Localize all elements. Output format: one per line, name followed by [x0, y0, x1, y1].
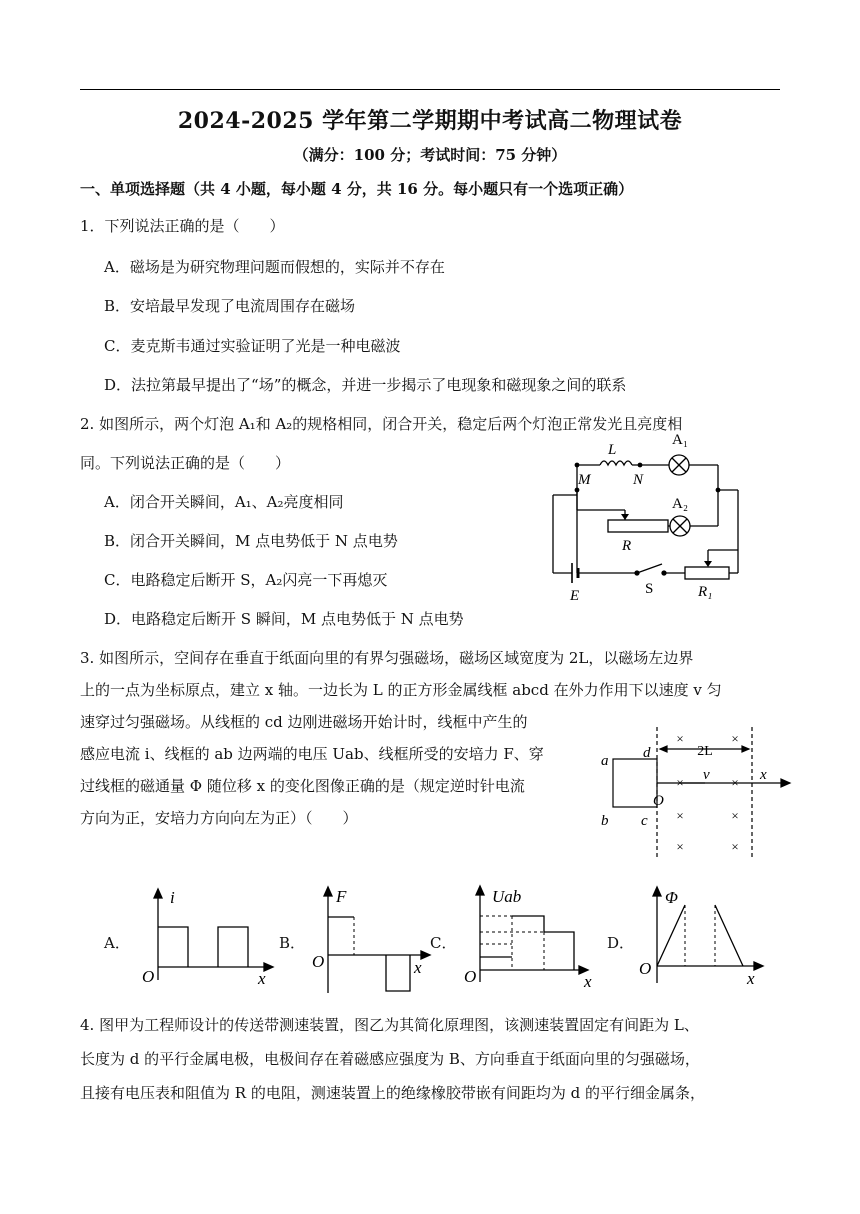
- label-rheostat-R1: R₁: [698, 584, 713, 600]
- field-cross: ×: [731, 808, 739, 823]
- label-point-M: M: [578, 472, 591, 488]
- graph-c-origin: O: [464, 967, 477, 986]
- q3-line4: 感应电流 i、线框的 ab 边两端的电压 Uab、线框所受的安培力 F、穿: [80, 745, 544, 763]
- exam-info: （满分：100 分；考试时间：75 分钟）: [293, 146, 567, 164]
- field-cross: ×: [676, 775, 684, 790]
- frame-corner-b: b: [601, 813, 609, 829]
- label-point-N: N: [633, 472, 644, 488]
- label-inductor-L: L: [608, 442, 617, 458]
- field-width-label: 2L: [697, 744, 713, 759]
- field-cross: ×: [731, 839, 739, 854]
- field-cross: ×: [676, 808, 684, 823]
- x-axis-label: x: [760, 767, 767, 783]
- q3-graph-a-option: A．: [104, 934, 130, 952]
- graph-c-ylabel: Uab: [492, 887, 522, 906]
- graph-c-xlabel: x: [584, 972, 592, 991]
- q3-graph-a: [140, 885, 275, 985]
- graph-b-ylabel: F: [336, 887, 347, 906]
- q3-line3: 速穿过匀强磁场。从线框的 cd 边刚进磁场开始计时，线框中产生的: [80, 713, 528, 731]
- q3-graph-d-option: D．: [607, 934, 635, 952]
- field-cross: ×: [676, 731, 684, 746]
- graph-a-xlabel: x: [258, 969, 266, 985]
- q3-graph-b-option: B．: [279, 934, 306, 952]
- q4-line2: 长度为 d 的平行金属电极，电极间存在着磁感应强度为 B、方向垂直于纸面向里的匀强磁场，: [80, 1050, 700, 1068]
- field-cross: ×: [731, 775, 739, 790]
- q3-field-diagram: [595, 725, 795, 860]
- q1-option-d: D．法拉第最早提出了“场”的概念，并进一步揭示了电现象和磁现象之间的联系: [104, 376, 627, 394]
- q2-option-c: C．电路稳定后断开 S，A₂闪亮一下再熄灭: [104, 571, 388, 589]
- label-switch-S: S: [645, 581, 654, 597]
- q4-line1: 4. 图甲为工程师设计的传送带测速装置，图乙为其简化原理图，该测速装置固定有间距为 L、: [80, 1016, 699, 1034]
- q1-option-c: C．麦克斯韦通过实验证明了光是一种电磁波: [104, 337, 401, 355]
- graph-b-xlabel: x: [414, 958, 422, 977]
- field-cross: ×: [676, 839, 684, 854]
- q1-stem: 1．下列说法正确的是（ ）: [80, 217, 285, 235]
- q2-option-d: D．电路稳定后断开 S 瞬间，M 点电势低于 N 点电势: [104, 610, 464, 628]
- q3-graph-d: [635, 883, 770, 991]
- page-title: 2024-2025 学年第二学期期中考试高二物理试卷: [177, 108, 683, 134]
- origin-label: O: [653, 793, 664, 809]
- q1-option-b: B．安培最早发现了电流周围存在磁场: [104, 297, 356, 315]
- q3-line1: 3. 如图所示，空间存在垂直于纸面向里的有界匀强磁场，磁场区域宽度为 2L，以磁场左边界: [80, 649, 694, 667]
- frame-corner-d: d: [643, 745, 651, 761]
- q3-line6: 方向为正，安培力方向向左为正）（ ）: [80, 809, 358, 827]
- graph-d-ylabel: Φ: [665, 888, 678, 907]
- label-resistor-R: R: [622, 538, 632, 554]
- q2-option-b: B．闭合开关瞬间，M 点电势低于 N 点电势: [104, 532, 398, 550]
- field-cross: ×: [731, 731, 739, 746]
- graph-d-origin: O: [639, 959, 652, 978]
- q3-line2: 上的一点为坐标原点，建立 x 轴。一边长为 L 的正方形金属线框 abcd 在外力作用下以速度 v 匀: [80, 681, 722, 699]
- q2-circuit-diagram: [540, 430, 790, 605]
- q3-graph-c-option: C．: [430, 934, 457, 952]
- graph-a-ylabel: i: [170, 888, 175, 907]
- label-battery-E: E: [570, 588, 580, 604]
- frame-corner-a: a: [601, 753, 609, 769]
- q4-line3: 且接有电压表和阻值为 R 的电阻，测速装置上的绝缘橡胶带嵌有间距均为 d 的平行细金属条，: [80, 1084, 705, 1102]
- label-lamp-A2: A₂: [672, 496, 689, 512]
- q3-graph-b: [310, 883, 435, 995]
- q1-option-a: A．磁场是为研究物理问题而假想的，实际并不存在: [104, 258, 445, 276]
- q2-stem-line1: 2. 如图所示，两个灯泡 A₁和 A₂的规格相同，闭合开关，稳定后两个灯泡正常发光且亮度相: [80, 415, 683, 433]
- q3-graph-c: [460, 882, 595, 992]
- frame-corner-c: c: [641, 813, 648, 829]
- label-lamp-A1: A₁: [672, 432, 689, 448]
- section-heading: 一、单项选择题（共 4 小题，每小题 4 分，共 16 分。每小题只有一个选项正确）: [80, 180, 634, 198]
- velocity-label: v: [703, 767, 710, 783]
- q2-option-a: A．闭合开关瞬间，A₁、A₂亮度相同: [104, 493, 344, 511]
- graph-d-xlabel: x: [747, 969, 755, 988]
- q2-stem-line2: 同。下列说法正确的是（ ）: [80, 454, 291, 472]
- graph-a-origin: O: [142, 967, 155, 985]
- q3-line5: 过线框的磁通量 Φ 随位移 x 的变化图像正确的是（规定逆时针电流: [80, 777, 525, 795]
- top-rule: [80, 89, 780, 90]
- graph-b-origin: O: [312, 952, 325, 971]
